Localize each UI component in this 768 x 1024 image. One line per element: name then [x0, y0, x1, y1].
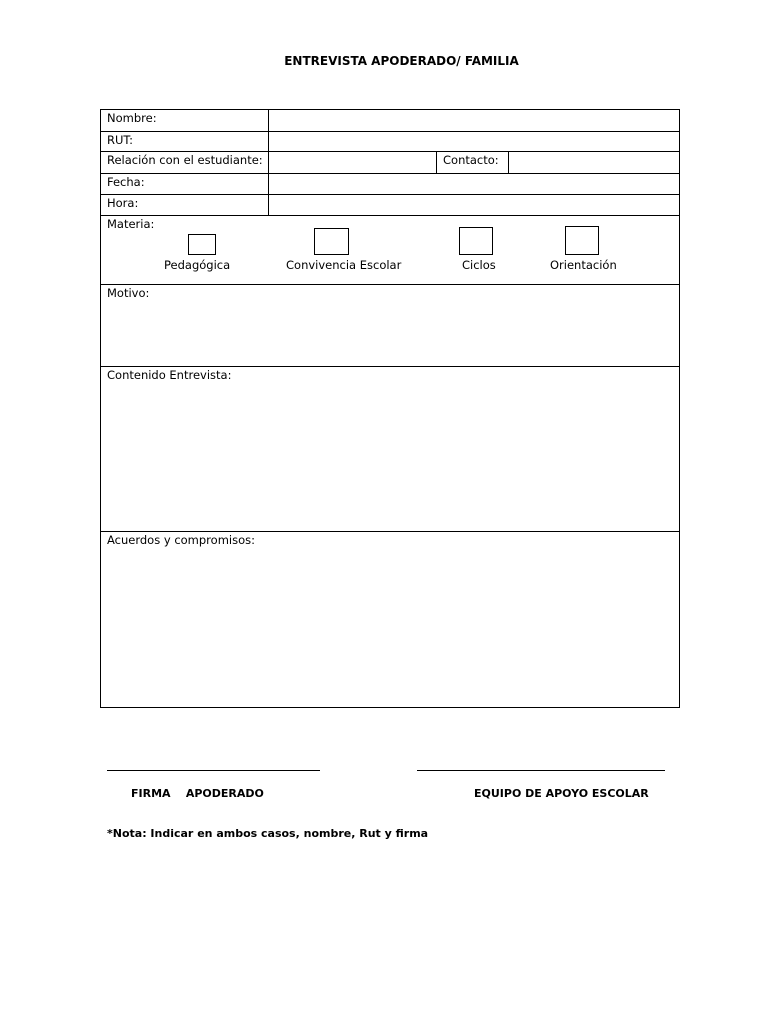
convivencia-checkbox[interactable] [314, 228, 349, 255]
convivencia-label: Convivencia Escolar [286, 258, 402, 272]
contacto-label-cell [436, 152, 508, 173]
acuerdos-label: Acuerdos y compromisos: [107, 533, 255, 547]
rut-label: RUT: [107, 133, 134, 147]
row-materia [101, 216, 679, 285]
row-motivo[interactable] [101, 285, 679, 367]
row-relacion [101, 152, 679, 174]
motivo-label: Motivo: [107, 286, 150, 300]
ciclos-checkbox[interactable] [459, 227, 493, 255]
signature-line-apoderado [107, 762, 320, 771]
orientacion-label: Orientación [550, 258, 617, 272]
footnote: *Nota: Indicar en ambos casos, nombre, Rut y firma [107, 827, 429, 840]
hora-label: Hora: [107, 196, 139, 210]
ciclos-label: Ciclos [462, 258, 496, 272]
materia-label: Materia: [107, 217, 155, 231]
row-nombre [101, 110, 679, 132]
row-rut [101, 132, 679, 152]
hora-field[interactable] [268, 195, 679, 215]
interview-form [100, 109, 680, 708]
contenido-label: Contenido Entrevista: [107, 368, 232, 382]
relacion-field[interactable] [268, 152, 436, 173]
relacion-label: Relación con el estudiante: [107, 153, 263, 167]
nombre-label: Nombre: [107, 111, 157, 125]
row-fecha [101, 174, 679, 195]
row-acuerdos[interactable] [101, 532, 679, 708]
rut-field[interactable] [268, 132, 679, 151]
signature-line-equipo [417, 762, 665, 771]
contacto-label: Contacto: [443, 153, 499, 167]
signature-label-equipo: EQUIPO DE APOYO ESCOLAR [474, 787, 649, 800]
page-title: ENTREVISTA APODERADO/ FAMILIA [284, 54, 519, 68]
orientacion-checkbox[interactable] [565, 226, 599, 255]
signature-label-apoderado: FIRMA APODERADO [131, 787, 264, 800]
fecha-field[interactable] [268, 174, 679, 194]
row-hora [101, 195, 679, 216]
row-contenido[interactable] [101, 367, 679, 532]
pedagogica-label: Pedagógica [164, 258, 231, 272]
pedagogica-checkbox[interactable] [188, 234, 216, 255]
fecha-label: Fecha: [107, 175, 145, 189]
nombre-field[interactable] [268, 110, 679, 131]
contacto-field[interactable] [508, 152, 679, 173]
